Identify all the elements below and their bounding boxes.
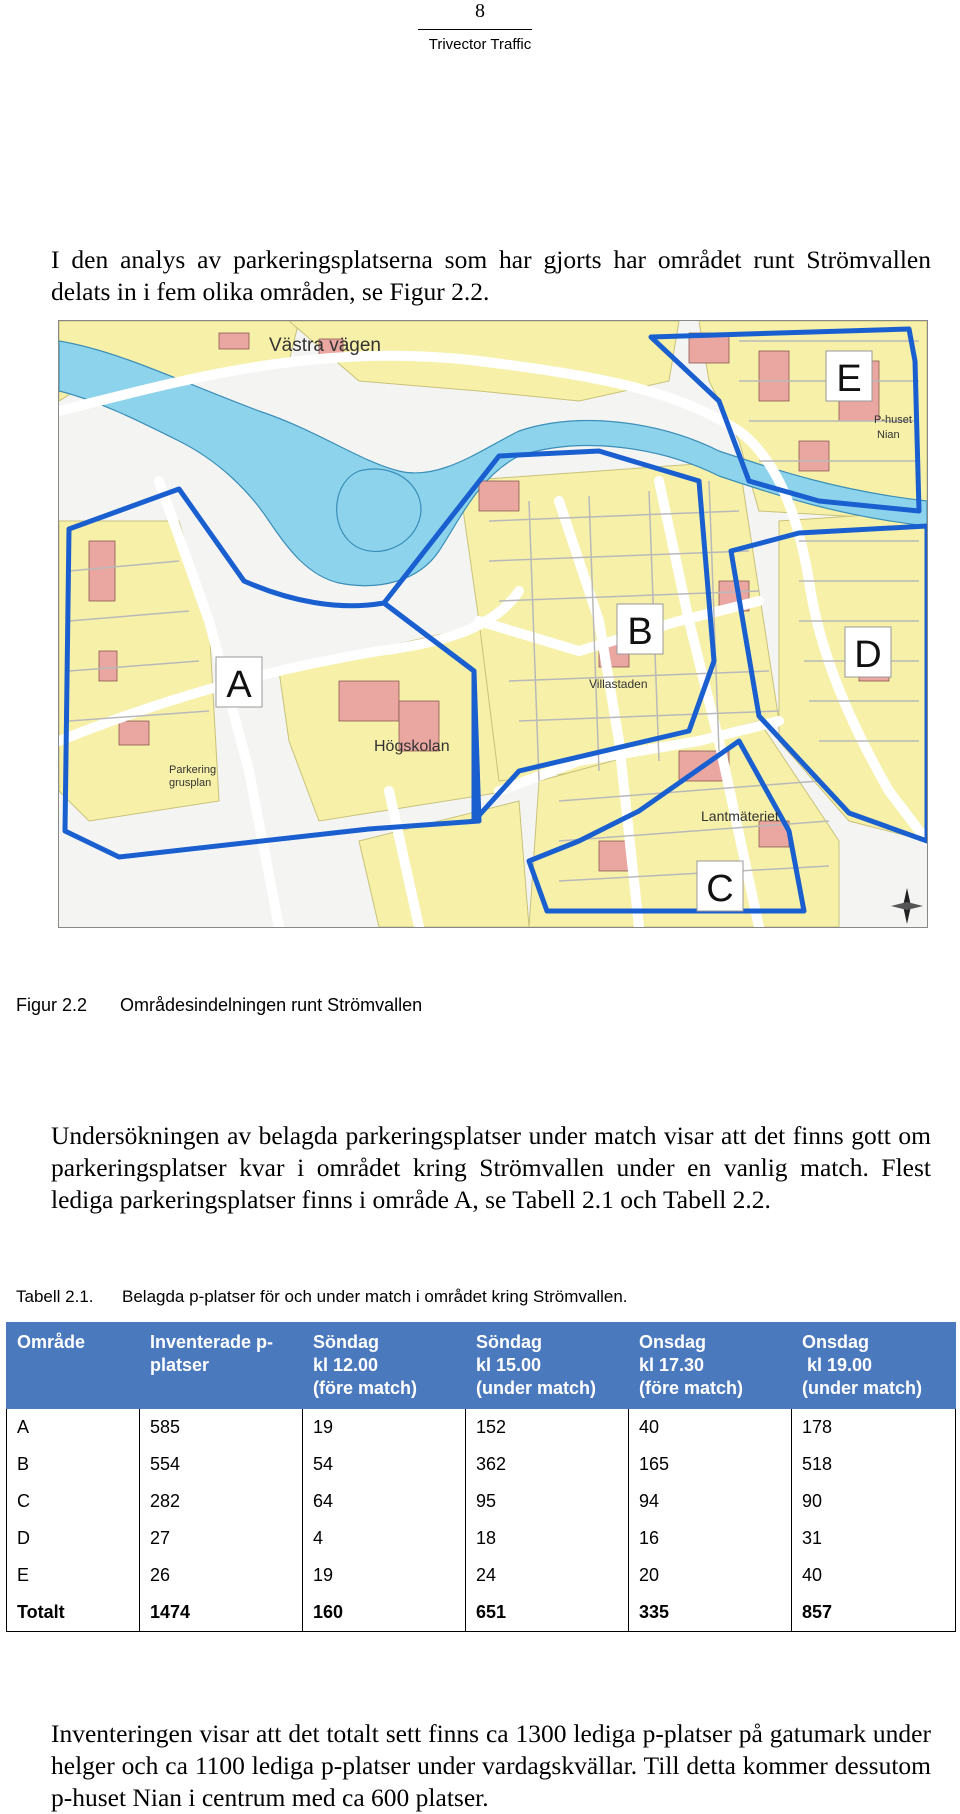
svg-text:C: C <box>706 868 734 910</box>
cell-onsdag-1900: 90 <box>792 1483 956 1520</box>
cell-inventerade: 282 <box>140 1483 303 1520</box>
cell-omrade: Totalt <box>7 1594 140 1632</box>
col-header-omrade: Område <box>7 1323 140 1409</box>
area-map-figure <box>58 320 928 928</box>
zone-a-label <box>216 657 262 707</box>
cell-omrade: E <box>7 1557 140 1594</box>
figure-caption-label: Figur 2.2 <box>16 995 88 1015</box>
cell-onsdag-1900: 31 <box>792 1520 956 1557</box>
col-header-inventerade: Inventerade p- platser <box>140 1323 303 1409</box>
table-row <box>7 1446 956 1483</box>
label-hogskolan: Högskolan <box>374 738 450 755</box>
cell-sondag-1200: 4 <box>303 1520 466 1557</box>
cell-omrade: B <box>7 1446 140 1483</box>
figure-caption-text: Områdesindelningen runt Strömvallen <box>120 995 423 1015</box>
cell-onsdag-1730: 16 <box>629 1520 792 1557</box>
table-header-row <box>7 1323 956 1409</box>
cell-onsdag-1900: 857 <box>792 1594 956 1632</box>
cell-sondag-1200: 64 <box>303 1483 466 1520</box>
label-grusplan: grusplan <box>169 777 212 789</box>
cell-inventerade: 26 <box>140 1557 303 1594</box>
cell-onsdag-1730: 20 <box>629 1557 792 1594</box>
cell-inventerade: 27 <box>140 1520 303 1557</box>
cell-onsdag-1730: 94 <box>629 1483 792 1520</box>
cell-onsdag-1900: 40 <box>792 1557 956 1594</box>
cell-inventerade: 585 <box>140 1409 303 1447</box>
table-caption-label: Tabell 2.1. <box>16 1287 94 1306</box>
cell-onsdag-1900: 178 <box>792 1409 956 1447</box>
col-header-onsdag-1900: Onsdag kl 19.00 (under match) <box>792 1323 956 1409</box>
cell-onsdag-1730: 335 <box>629 1594 792 1632</box>
cell-sondag-1500: 18 <box>466 1520 629 1557</box>
table-row <box>7 1520 956 1557</box>
cell-sondag-1200: 54 <box>303 1446 466 1483</box>
cell-sondag-1200: 19 <box>303 1557 466 1594</box>
label-villastaden: Villastaden <box>589 677 648 691</box>
col-header-sondag-1500: Söndag kl 15.00 (under match) <box>466 1323 629 1409</box>
cell-sondag-1500: 152 <box>466 1409 629 1447</box>
cell-omrade: D <box>7 1520 140 1557</box>
cell-sondag-1200: 19 <box>303 1409 466 1447</box>
label-lantmateriet: Lantmäteriet <box>701 808 779 824</box>
table-row <box>7 1409 956 1447</box>
cell-sondag-1500: 24 <box>466 1557 629 1594</box>
cell-omrade: A <box>7 1409 140 1447</box>
table-caption <box>16 1287 628 1307</box>
page-header <box>0 0 960 53</box>
area-map <box>59 321 927 927</box>
svg-text:A: A <box>226 664 252 706</box>
table-total-row <box>7 1594 956 1632</box>
cell-inventerade: 1474 <box>140 1594 303 1632</box>
zone-e-label <box>826 351 872 401</box>
zone-c-label <box>697 861 743 911</box>
svg-text:D: D <box>854 634 882 676</box>
header-title: Trivector Traffic <box>428 36 532 53</box>
label-parkering: Parkering <box>169 764 217 776</box>
cell-sondag-1500: 95 <box>466 1483 629 1520</box>
zone-b-label <box>617 604 663 654</box>
parking-table <box>6 1322 956 1632</box>
cell-sondag-1500: 651 <box>466 1594 629 1632</box>
cell-inventerade: 554 <box>140 1446 303 1483</box>
conclusion-paragraph: Inventeringen visar att det totalt sett finns ca 1300 lediga p-platser på gatumark under helger och ca 1100 lediga p-platser under vardagskvällar. Till detta kommer dessutom p-huset Nian i centrum med ca 600 platser. <box>51 1718 931 1812</box>
cell-sondag-1200: 160 <box>303 1594 466 1632</box>
table-row <box>7 1557 956 1594</box>
table-row <box>7 1483 956 1520</box>
figure-caption <box>16 995 422 1016</box>
cell-omrade: C <box>7 1483 140 1520</box>
col-header-sondag-1200: Söndag kl 12.00 (före match) <box>303 1323 466 1409</box>
findings-paragraph: Undersökningen av belagda parkeringsplatser under match visar att det finns gott om parkeringsplatser kvar i området kring Strömvallen under en vanlig match. Flest lediga parkeringsplatser finns i område A, se Tabell 2.1 och Tabell 2.2. <box>51 1120 931 1214</box>
table-caption-text: Belagda p-platser för och under match i området kring Strömvallen. <box>122 1287 628 1306</box>
col-header-onsdag-1730: Onsdag kl 17.30 (före match) <box>629 1323 792 1409</box>
svg-text:E: E <box>836 358 862 400</box>
page-number: 8 <box>475 0 485 22</box>
label-vastra-vagen: Västra vägen <box>269 335 381 356</box>
cell-onsdag-1730: 165 <box>629 1446 792 1483</box>
cell-onsdag-1900: 518 <box>792 1446 956 1483</box>
cell-onsdag-1730: 40 <box>629 1409 792 1447</box>
intro-paragraph: I den analys av parkeringsplatserna som har gjorts har området runt Strömvallen delats in i fem olika områden, se Figur 2.2. <box>51 244 931 306</box>
zone-d-label <box>845 627 891 677</box>
label-p-huset: P-huset <box>874 414 912 426</box>
label-nian: Nian <box>877 429 900 441</box>
header-divider <box>418 29 532 30</box>
cell-sondag-1500: 362 <box>466 1446 629 1483</box>
svg-text:B: B <box>627 611 653 653</box>
